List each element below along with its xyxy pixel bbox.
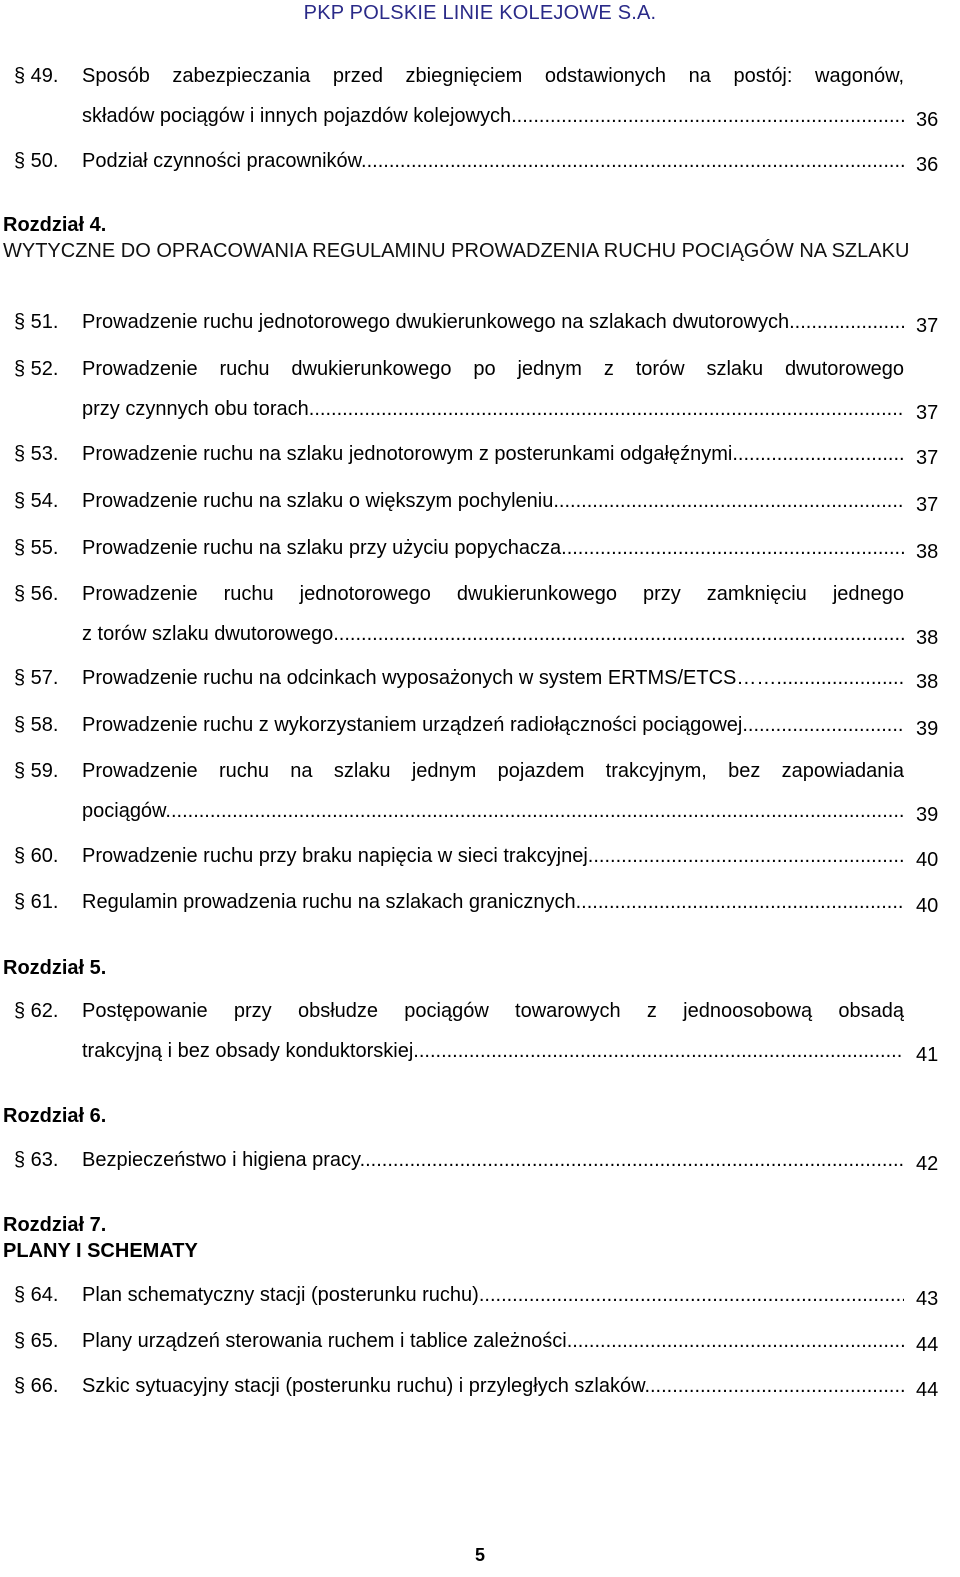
page-ref: 42 (916, 1153, 939, 1175)
dot-leader (782, 667, 904, 689)
page-ref: 41 (916, 1044, 939, 1066)
page-ref: 39 (916, 804, 939, 826)
entry-title-line: Szkic sytuacyjny stacji (posterunku ruchu) i przyległych szlaków (82, 1375, 645, 1397)
entry-title-line: Plany urządzeń sterowania ruchem i tablice zależności (82, 1330, 567, 1352)
entry-title (82, 705, 904, 745)
entry-title-line: Bezpieczeństwo i higiena pracy (82, 1149, 360, 1171)
section-number: § 56. (14, 583, 59, 605)
entry-title (82, 141, 904, 181)
dot-leader (561, 537, 904, 559)
entry-title (82, 1321, 904, 1361)
page-ref: 38 (916, 627, 939, 649)
dot-leader (732, 443, 904, 465)
entry-title-line: z torów szlaku dwutorowego (82, 623, 334, 645)
entry-title (82, 658, 904, 698)
entry-title (82, 751, 904, 831)
page-ref: 37 (916, 315, 939, 337)
page-ref: 37 (916, 447, 939, 469)
entry-title-line: Postępowanie przy obsłudze pociągów towarowych z jednoosobową obsadą (82, 1000, 904, 1022)
section-number: § 55. (14, 537, 59, 559)
chapter-7-title: PLANY I SCHEMATY (3, 1240, 198, 1262)
section-number: § 63. (14, 1149, 59, 1171)
section-number: § 59. (14, 760, 59, 782)
dot-leader (742, 714, 904, 736)
chapter-7-label: Rozdział 7. (3, 1214, 107, 1236)
document-header: PKP POLSKIE LINIE KOLEJOWE S.A. (303, 2, 657, 24)
dot-leader (333, 623, 904, 645)
entry-title-line: Prowadzenie ruchu dwukierunkowego po jednym z torów szlaku dwutorowego (82, 358, 904, 380)
page-number: 5 (474, 1545, 485, 1565)
entry-title-line: Plan schematyczny stacji (posterunku ruchu) (82, 1284, 479, 1306)
entry-title-line: Sposób zabezpieczania przed zbiegnięciem odstawionych na postój: wagonów, (82, 65, 904, 87)
entry-title-line: składów pociągów i innych pojazdów kolejowych (82, 105, 512, 127)
section-number: § 50. (14, 150, 59, 172)
dot-leader (360, 1149, 904, 1171)
section-number: § 61. (14, 891, 59, 913)
section-number: § 52. (14, 358, 59, 380)
entry-title-line: Regulamin prowadzenia ruchu na szlakach granicznych (82, 891, 576, 913)
entry-title (82, 349, 904, 429)
page-ref: 36 (916, 109, 939, 131)
dot-leader (309, 398, 904, 420)
chapter-4-title: WYTYCZNE DO OPRACOWANIA REGULAMINU PROWADZENIA RUCHU POCIĄGÓW NA SZLAKU (3, 240, 910, 262)
dot-leader (576, 891, 904, 913)
page-ref: 40 (916, 895, 939, 917)
dot-leader (479, 1284, 904, 1306)
entry-title (82, 302, 904, 342)
section-number: § 58. (14, 714, 59, 736)
page-ref: 43 (916, 1288, 939, 1310)
section-number: § 51. (14, 311, 59, 333)
entry-title-line: Prowadzenie ruchu na szlaku o większym pochyleniu (82, 490, 554, 512)
entry-title (82, 1140, 904, 1180)
section-number: § 62. (14, 1000, 59, 1022)
section-number: § 60. (14, 845, 59, 867)
entry-title (82, 991, 904, 1071)
page-ref: 38 (916, 541, 939, 563)
entry-title (82, 481, 904, 521)
dot-leader (361, 150, 904, 172)
entry-title-line: Prowadzenie ruchu z wykorzystaniem urządzeń radiołączności pociągowej (82, 714, 743, 736)
page-ref: 36 (916, 154, 939, 176)
entry-title (82, 882, 904, 922)
entry-title-line: Prowadzenie ruchu przy braku napięcia w sieci trakcyjnej (82, 845, 588, 867)
dot-leader (413, 1040, 904, 1062)
entry-title-line: Prowadzenie ruchu na szlaku przy użyciu popychacza (82, 537, 562, 559)
section-number: § 64. (14, 1284, 59, 1306)
entry-title (82, 434, 904, 474)
page-ref: 39 (916, 718, 939, 740)
dot-leader (511, 105, 904, 127)
chapter-4-label: Rozdział 4. (3, 214, 107, 236)
section-number: § 66. (14, 1375, 59, 1397)
dot-leader (588, 845, 904, 867)
dot-leader (553, 490, 904, 512)
page-ref: 37 (916, 494, 939, 516)
entry-title-line: Prowadzenie ruchu na odcinkach wyposażonych w system ERTMS/ETCS……. (82, 667, 782, 689)
page-ref: 44 (916, 1334, 939, 1356)
entry-title-line: Podział czynności pracowników (82, 150, 362, 172)
entry-title-line: trakcyjną i bez obsady konduktorskiej (82, 1040, 414, 1062)
dot-leader (644, 1375, 904, 1397)
section-number: § 65. (14, 1330, 59, 1352)
section-number: § 57. (14, 667, 59, 689)
page-ref: 38 (916, 671, 939, 693)
dot-leader (789, 311, 904, 333)
entry-title-line: przy czynnych obu torach (82, 398, 309, 420)
entry-title (82, 1366, 904, 1406)
entry-title-line: Prowadzenie ruchu na szlaku jednotorowym z posterunkami odgałęźnymi (82, 443, 733, 465)
entry-title-line: Prowadzenie ruchu na szlaku jednym pojazdem trakcyjnym, bez zapowiadania (82, 760, 904, 782)
page-ref: 44 (916, 1379, 939, 1401)
entry-title (82, 1275, 904, 1315)
entry-title-line: Prowadzenie ruchu jednotorowego dwukierunkowego przy zamknięciu jednego (82, 583, 904, 605)
section-number: § 54. (14, 490, 59, 512)
entry-title (82, 836, 904, 876)
chapter-6-label: Rozdział 6. (3, 1105, 107, 1127)
dot-leader (165, 800, 904, 822)
section-number: § 49. (14, 65, 59, 87)
chapter-5-label: Rozdział 5. (3, 957, 107, 979)
section-number: § 53. (14, 443, 59, 465)
entry-title-line: Prowadzenie ruchu jednotorowego dwukierunkowego na szlakach dwutorowych (82, 311, 790, 333)
entry-title-line: pociągów (82, 800, 166, 822)
dot-leader (567, 1330, 904, 1352)
entry-title (82, 56, 904, 136)
entry-title (82, 528, 904, 568)
page-ref: 37 (916, 402, 939, 424)
page-ref: 40 (916, 849, 939, 871)
entry-title (82, 574, 904, 654)
